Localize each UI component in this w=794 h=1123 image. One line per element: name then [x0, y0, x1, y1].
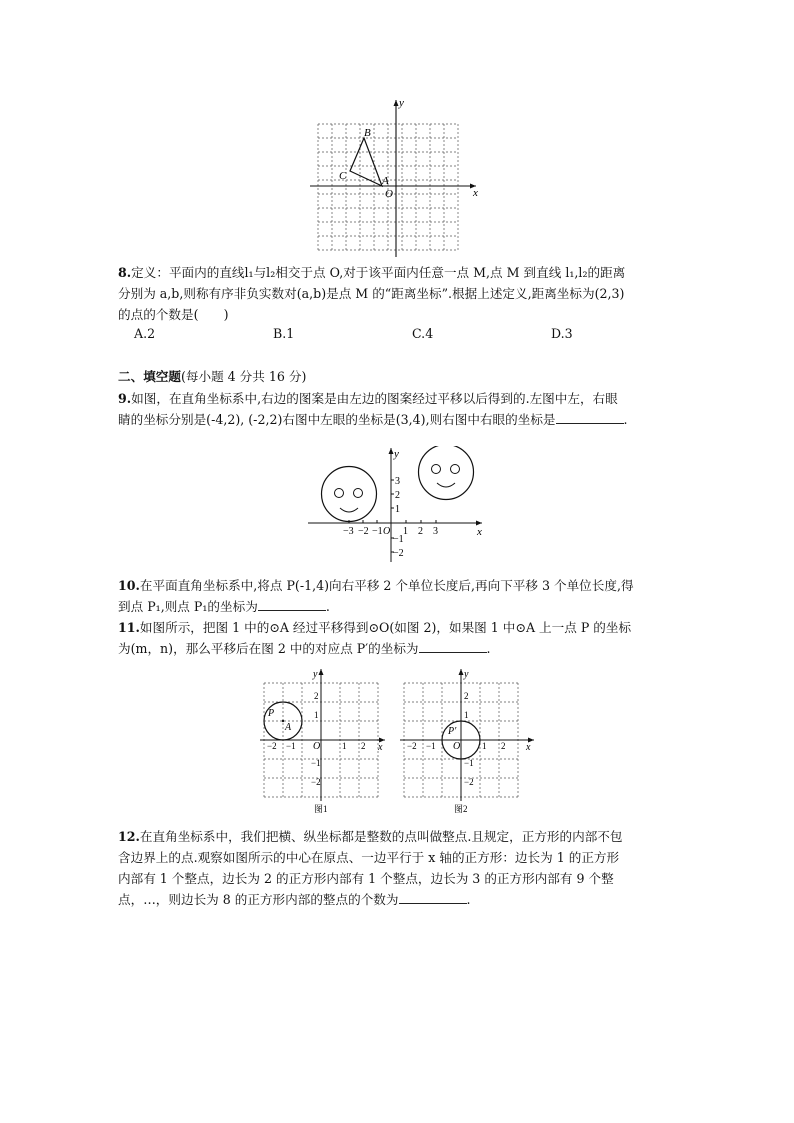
q8-option-c: C.4 [412, 326, 434, 341]
c1-label-o: O [313, 741, 321, 752]
q9-line-1: 如图，在直角坐标系中,右边的图案是由左边的图案经过平移以后得到的.左图中左，右眼 [131, 391, 618, 406]
c2-label-o: O [453, 741, 461, 752]
label-A: A [382, 175, 389, 187]
q11-number: 11. [118, 620, 140, 635]
circle-figure-1 [258, 666, 388, 816]
q12-number: 12. [118, 829, 140, 844]
question-9: 9.如图，在直角坐标系中,右边的图案是由左边的图案经过平移以后得到的.左图中左，右眼 睛的坐标分别是(-4,2), (-2,2)右图中左眼的坐标是(3,4),则右图中右眼的坐标是 . [118, 391, 628, 427]
q8-option-b: B.1 [273, 326, 295, 341]
q10-answer-blank[interactable] [258, 597, 326, 611]
faces-ytick-3: 3 [395, 476, 400, 487]
svg-text:y [393, 448, 399, 460]
q9-line-2: 睛的坐标分别是(-4,2), (-2,2)右图中左眼的坐标是(3,4),则右图中右眼的坐标是 [118, 412, 556, 427]
q9-answer-blank[interactable] [556, 410, 624, 424]
c2-ytick-2: 2 [464, 691, 469, 701]
c1-label-y: y [313, 669, 318, 680]
svg-text:x [476, 526, 482, 538]
c2-label-x: x [526, 742, 531, 753]
c2-caption: 图2 [454, 804, 468, 814]
c1-xtick-m2: −2 [267, 741, 277, 751]
faces-figure [306, 446, 488, 564]
circle-figure-2 [398, 666, 538, 816]
q12-line-3: 内部有 1 个整点，边长为 2 的正方形内部有 1 个整点，边长为 3 的正方形内部有 9 个整 [118, 871, 614, 886]
question-8 [118, 262, 678, 325]
svg-text:B [364, 127, 371, 139]
svg-text:C [339, 170, 347, 182]
c1-ytick-m2: −2 [311, 777, 321, 787]
q8-number: 8. [118, 265, 132, 280]
svg-text:O [385, 188, 393, 200]
q12-line-2: 含边界上的点.观察如图所示的中心在原点、一边平行于 x 轴的正方形：边长为 1 的正方形 [118, 850, 620, 865]
question-10: 10.在平面直角坐标系中,将点 P(-1,4)向右平移 2 个单位长度后,再向下平移 3 个单位长度,得 到点 P₁,则点 P₁的坐标为 . [118, 578, 634, 614]
q11-line-2: 为(m，n)，那么平移后在图 2 中的对应点 P′的坐标为 [118, 641, 419, 656]
svg-text:x [472, 187, 478, 199]
q12-line-1: 在直角坐标系中，我们把横、纵坐标都是整数的点叫做整点.且规定，正方形的内部不包 [139, 829, 623, 844]
label-y: y [399, 97, 404, 109]
faces-xtick-2: 2 [418, 526, 423, 537]
faces-ytick-m2: −2 [393, 548, 404, 559]
section-heading: 二、填空题(每小题 4 分共 16 分) [118, 369, 307, 384]
faces-ytick-2: 2 [395, 490, 400, 501]
c2-ytick-1: 1 [464, 710, 469, 720]
faces-label-x: x [477, 526, 482, 538]
c1-caption: 图1 [314, 804, 328, 814]
triangle-grid-figure [306, 94, 486, 259]
faces-xtick-m3: −3 [343, 526, 354, 537]
c1-xtick-1: 1 [342, 741, 347, 751]
svg-text:A [381, 175, 389, 187]
q11-line-1: 如图所示，把图 1 中的⊙A 经过平移得到⊙O(如图 2)，如果图 1 中⊙A 上一点 P 的坐标 [139, 620, 632, 635]
faces-ytick-m1: −1 [393, 534, 404, 545]
c1-ytick-1: 1 [314, 710, 319, 720]
faces-xtick-3: 3 [433, 526, 438, 537]
question-12: 12.在直角坐标系中，我们把横、纵坐标都是整数的点叫做整点.且规定，正方形的内部不包 含边界上的点.观察如图所示的中心在原点、一边平行于 x 轴的正方形：边长为 1 的正方形 内部有 1 个整点，边长为 2 的正方形内部有 1 个整点，边长为 3 的正方形内部有 9 个整 点，…，则边长为 8 的正方形内部的整点的个数为 . [118, 826, 678, 910]
c1-ytick-m1: −1 [311, 758, 321, 768]
label-C: C [339, 170, 347, 182]
label-O: O [385, 188, 393, 200]
c2-ytick-m1: −1 [464, 758, 474, 768]
q12-answer-blank[interactable] [399, 890, 467, 904]
faces-ytick-1: 1 [395, 504, 400, 515]
faces-label-o: O [383, 526, 391, 537]
q9-number: 9. [118, 391, 132, 406]
q10-line-2: 到点 P₁,则点 P₁的坐标为 [118, 599, 258, 614]
q10-line-1: 在平面直角坐标系中,将点 P(-1,4)向右平移 2 个单位长度后,再向下平移 3 个单位长度,得 [139, 578, 634, 593]
q8-line-2: 分别为 a,b,则称有序非负实数对(a,b)是点 M 的“距离坐标”.根据上述定义,距离坐标为(2,3) [118, 286, 625, 301]
c2-label-y: y [464, 669, 469, 680]
c1-xtick-m1: −1 [286, 741, 296, 751]
q8-line-1: 定义：平面内的直线l₁与l₂相交于点 O,对于该平面内任意一点 M,点 M 到直线 l₁,l₂的距离 [131, 265, 626, 280]
c1-ytick-2: 2 [314, 691, 319, 701]
c2-label-p: P′ [448, 726, 457, 737]
q8-option-d: D.3 [551, 326, 573, 341]
c1-label-x: x [378, 742, 383, 753]
c2-xtick-1: 1 [482, 741, 487, 751]
q11-answer-blank[interactable] [419, 639, 487, 653]
c2-xtick-m2: −2 [407, 741, 417, 751]
question-11: 11.如图所示，把图 1 中的⊙A 经过平移得到⊙O(如图 2)，如果图 1 中⊙A 上一点 P 的坐标 为(m，n)，那么平移后在图 2 中的对应点 P′的坐标为 . [118, 620, 632, 656]
q8-line-3: 的点的个数是( ) [118, 307, 229, 322]
svg-text:y [398, 97, 404, 109]
label-x: x [473, 187, 478, 199]
q8-option-a: A.2 [134, 326, 156, 341]
c2-ytick-m2: −2 [464, 777, 474, 787]
faces-xtick-m2: −2 [358, 526, 369, 537]
q10-number: 10. [118, 578, 140, 593]
c1-label-p: P [268, 708, 275, 719]
c2-xtick-2: 2 [501, 741, 506, 751]
c1-label-a: A [285, 722, 292, 733]
faces-label-y: y [394, 448, 399, 460]
label-B: B [364, 127, 371, 139]
c2-xtick-m1: −1 [426, 741, 436, 751]
faces-xtick-m1: −1 [372, 526, 383, 537]
q12-line-4: 点，…，则边长为 8 的正方形内部的整点的个数为 [118, 892, 399, 907]
faces-xtick-1: 1 [403, 526, 408, 537]
c1-xtick-2: 2 [361, 741, 366, 751]
